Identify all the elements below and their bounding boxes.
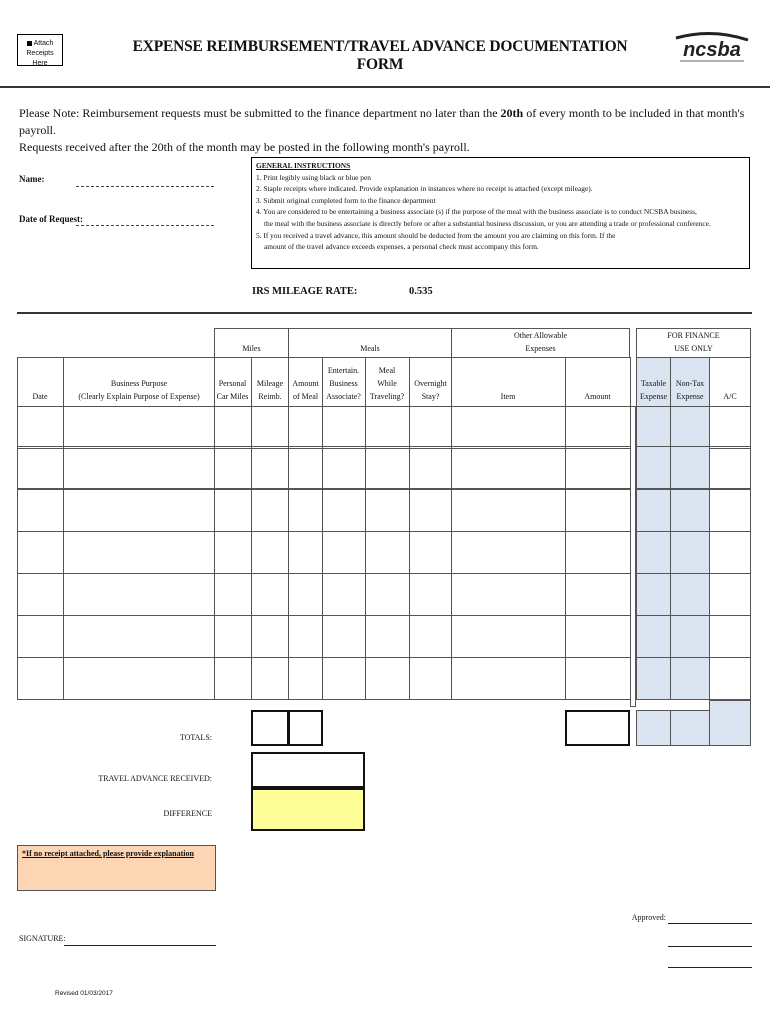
- group-other-label-2: Expenses: [525, 344, 556, 353]
- submission-note: [19, 105, 759, 156]
- col-taxable-header-1: Taxable: [640, 379, 667, 388]
- expense-row-cell[interactable]: [670, 489, 710, 532]
- total-meal-box[interactable]: [288, 710, 323, 746]
- travel-advance-label: TRAVEL ADVANCE RECEIVED:: [98, 774, 212, 783]
- instructions-heading: GENERAL INSTRUCTIONS: [256, 161, 351, 170]
- form-title: EXPENSE REIMBURSEMENT/TRAVEL ADVANCE DOCUMENTATION FORM: [132, 38, 628, 73]
- note-line1-post: of every month to be included in that month's payroll.: [19, 106, 745, 137]
- expense-row-cell[interactable]: [17, 446, 64, 489]
- expense-row-cell[interactable]: [636, 615, 671, 658]
- approved-line-1[interactable]: [668, 923, 752, 924]
- note-line1-pre: Please Note: Reimbursement requests must be submitted to the finance department no later than the: [19, 106, 501, 120]
- expense-row-cell[interactable]: [451, 573, 566, 616]
- expense-row-cell[interactable]: [365, 446, 410, 489]
- column-gap: [630, 406, 636, 707]
- logo-text: ncsba: [683, 39, 741, 61]
- expense-row-cell[interactable]: [288, 615, 323, 658]
- expense-row-cell[interactable]: [288, 489, 323, 532]
- total-ac-box[interactable]: [709, 700, 751, 746]
- expense-row-cell[interactable]: [63, 446, 215, 489]
- expense-row-cell[interactable]: [288, 531, 323, 574]
- signature-line[interactable]: [64, 945, 216, 946]
- expense-row-cell[interactable]: [409, 446, 452, 489]
- col-purpose-header-1: Business Purpose: [110, 379, 168, 388]
- total-taxable-box[interactable]: [636, 710, 671, 746]
- receipt-explanation-label: *If no receipt attached, please provide explanation: [22, 849, 194, 858]
- expense-row-cell[interactable]: [251, 446, 289, 489]
- expense-row-cell[interactable]: [251, 573, 289, 616]
- expense-row-cell[interactable]: [214, 489, 252, 532]
- expense-row-cell[interactable]: [451, 489, 566, 532]
- expense-row-cell[interactable]: [670, 657, 710, 700]
- expense-row-cell[interactable]: [709, 573, 751, 616]
- instruction-item: 4. You are considered to be entertaining a business associate (s) if the purpose of the meal with the business associate is to conduct NCSBA business,: [256, 207, 697, 217]
- col-entertain-header-3: Associate?: [326, 392, 361, 401]
- col-entertain-header-1: Entertain.: [327, 366, 360, 375]
- expense-row-cell[interactable]: [322, 406, 366, 449]
- expense-row-cell[interactable]: [636, 573, 671, 616]
- expense-row-cell[interactable]: [709, 406, 751, 449]
- revised-date: Revised 01/03/2017: [55, 990, 113, 997]
- col-date-header: Date: [32, 392, 48, 401]
- col-overnight-header-1: Overnight: [414, 379, 447, 388]
- expense-row-cell[interactable]: [251, 657, 289, 700]
- col-mealwhile-header-1: Meal: [378, 366, 396, 375]
- expense-row-cell[interactable]: [251, 615, 289, 658]
- general-instructions: [251, 157, 750, 269]
- irs-mileage-rate-label: IRS MILEAGE RATE:: [252, 286, 358, 297]
- expense-row-cell[interactable]: [365, 615, 410, 658]
- col-personal-header-2: Car Miles: [216, 392, 249, 401]
- signature-label: SIGNATURE:: [19, 934, 66, 943]
- expense-row-cell[interactable]: [565, 615, 631, 658]
- group-finance-label-2: USE ONLY: [674, 344, 713, 353]
- expense-row-cell[interactable]: [214, 657, 252, 700]
- expense-row-cell[interactable]: [214, 446, 252, 489]
- section-divider: [17, 312, 752, 314]
- expense-row-cell[interactable]: [288, 573, 323, 616]
- expense-row-cell[interactable]: [409, 531, 452, 574]
- receipts-here-label: Receipts Here: [26, 50, 54, 67]
- expense-row-cell[interactable]: [214, 406, 252, 449]
- ncsba-logo: [672, 30, 752, 66]
- expense-row-cell[interactable]: [17, 406, 64, 449]
- expense-row-cell[interactable]: [636, 446, 671, 489]
- expense-row-cell[interactable]: [670, 446, 710, 489]
- expense-row-cell[interactable]: [365, 657, 410, 700]
- attach-label: Attach: [33, 40, 54, 47]
- col-mealwhile-header-2: While: [377, 379, 397, 388]
- expense-row-cell[interactable]: [451, 615, 566, 658]
- expense-row-cell[interactable]: [63, 489, 215, 532]
- totals-label: TOTALS:: [179, 733, 212, 742]
- total-mileage-box[interactable]: [251, 710, 289, 746]
- expense-row-cell[interactable]: [251, 489, 289, 532]
- expense-row-cell[interactable]: [17, 531, 64, 574]
- expense-row-cell[interactable]: [565, 489, 631, 532]
- expense-row-cell[interactable]: [451, 406, 566, 449]
- group-meals-label: Meals: [360, 344, 380, 353]
- expense-row-cell[interactable]: [17, 615, 64, 658]
- expense-row-cell[interactable]: [451, 657, 566, 700]
- date-of-request-field[interactable]: [76, 225, 214, 226]
- expense-row-cell[interactable]: [709, 446, 751, 489]
- total-nontax-box[interactable]: [670, 710, 710, 746]
- expense-row-cell[interactable]: [322, 489, 366, 532]
- expense-row-cell[interactable]: [214, 573, 252, 616]
- expense-row-cell[interactable]: [63, 573, 215, 616]
- expense-row-cell[interactable]: [63, 531, 215, 574]
- expense-row-cell[interactable]: [365, 489, 410, 532]
- header-divider: [0, 86, 770, 88]
- name-field[interactable]: [76, 186, 214, 187]
- expense-row-cell[interactable]: [17, 489, 64, 532]
- note-deadline: 20th: [500, 106, 524, 120]
- group-miles-label: Miles: [242, 344, 261, 353]
- attach-receipts-box: [17, 34, 63, 66]
- expense-row-cell[interactable]: [670, 531, 710, 574]
- note-line2: Requests received after the 20th of the month may be posted in the following month's payroll.: [19, 140, 470, 154]
- expense-row-cell[interactable]: [670, 615, 710, 658]
- expense-row-cell[interactable]: [451, 531, 566, 574]
- expense-row-cell[interactable]: [409, 489, 452, 532]
- expense-row-cell[interactable]: [63, 406, 215, 449]
- instruction-item: 3. Submit original completed form to the finance department: [256, 195, 436, 205]
- expense-row-cell[interactable]: [451, 446, 566, 489]
- col-item-header: Item: [500, 392, 516, 401]
- square-bullet-icon: [27, 41, 32, 46]
- col-amount-meal-header-2: of Meal: [292, 392, 319, 401]
- col-overnight-header-2: Stay?: [421, 392, 440, 401]
- expense-row-cell[interactable]: [251, 406, 289, 449]
- instruction-item: amount of the travel advance exceeds expenses, a personal check must accompany this form.: [264, 242, 539, 252]
- date-of-request-label: Date of Request:: [19, 214, 83, 224]
- expense-row-cell[interactable]: [709, 489, 751, 532]
- expense-row-cell[interactable]: [409, 615, 452, 658]
- expense-row-cell[interactable]: [565, 406, 631, 449]
- col-mealwhile-header-3: Traveling?: [369, 392, 405, 401]
- group-other-label-1: Other Allowable: [513, 331, 568, 340]
- expense-row-cell[interactable]: [365, 573, 410, 616]
- difference-box[interactable]: [251, 788, 365, 831]
- approved-line-3[interactable]: [668, 967, 752, 968]
- col-ac-header: A/C: [723, 392, 737, 401]
- expense-row-cell[interactable]: [63, 615, 215, 658]
- expense-row-cell[interactable]: [365, 406, 410, 449]
- expense-row-cell[interactable]: [565, 573, 631, 616]
- expense-row-cell[interactable]: [636, 657, 671, 700]
- expense-row-cell[interactable]: [709, 531, 751, 574]
- col-mileage-header-1: Mileage: [256, 379, 284, 388]
- difference-label: DIFFERENCE: [163, 809, 212, 818]
- expense-row-cell[interactable]: [322, 573, 366, 616]
- expense-row-cell[interactable]: [709, 657, 751, 700]
- expense-row-cell[interactable]: [214, 531, 252, 574]
- name-label: Name:: [19, 174, 45, 184]
- col-purpose-header-2: (Clearly Explain Purpose of Expense): [78, 392, 200, 401]
- expense-row-cell[interactable]: [409, 657, 452, 700]
- instruction-item: the meal with the business associate is directly before or after a substantial business discussion, or you are attending a trade or professional conference.: [264, 218, 711, 228]
- expense-row-cell[interactable]: [214, 615, 252, 658]
- expense-row-cell[interactable]: [63, 657, 215, 700]
- expense-row-cell[interactable]: [670, 573, 710, 616]
- approved-line-2[interactable]: [668, 946, 752, 947]
- expense-row-cell[interactable]: [17, 657, 64, 700]
- expense-row-cell[interactable]: [409, 573, 452, 616]
- total-other-amount-box[interactable]: [565, 710, 630, 746]
- expense-row-cell[interactable]: [565, 446, 631, 489]
- col-taxable-header-2: Expense: [639, 392, 668, 401]
- col-nontax-header-2: Expense: [676, 392, 704, 401]
- expense-row-cell[interactable]: [565, 657, 631, 700]
- expense-row-cell[interactable]: [409, 406, 452, 449]
- col-other-amount-header: Amount: [584, 392, 611, 401]
- col-mileage-header-2: Reimb.: [258, 392, 282, 401]
- expense-row-cell[interactable]: [322, 446, 366, 489]
- instruction-item: 5. If you received a travel advance, this amount should be deducted from the amount you are claiming on this form. If the: [256, 230, 616, 240]
- col-nontax-header-1: Non-Tax: [675, 379, 705, 388]
- expense-row-cell[interactable]: [322, 615, 366, 658]
- expense-row-cell[interactable]: [365, 531, 410, 574]
- receipt-explanation-box[interactable]: [17, 845, 216, 891]
- expense-row-cell[interactable]: [636, 489, 671, 532]
- col-entertain-header-2: Business: [329, 379, 358, 388]
- expense-row-cell[interactable]: [709, 615, 751, 658]
- instruction-item: 2. Staple receipts where indicated. Provide explanation in instances where no receipt is attached (except mileage).: [256, 184, 593, 194]
- expense-row-cell[interactable]: [636, 406, 671, 449]
- col-personal-header-1: Personal: [218, 379, 247, 388]
- expense-row-cell[interactable]: [288, 406, 323, 449]
- irs-mileage-rate-value: 0.535: [409, 286, 433, 297]
- group-finance-label-1: FOR FINANCE: [667, 331, 720, 340]
- instruction-item: 1. Print legibly using black or blue pen: [256, 172, 371, 182]
- col-amount-meal-header-1: Amount: [292, 379, 319, 388]
- expense-row-cell[interactable]: [17, 573, 64, 616]
- expense-row-cell[interactable]: [251, 531, 289, 574]
- travel-advance-box[interactable]: [251, 752, 365, 788]
- expense-row-cell[interactable]: [322, 657, 366, 700]
- expense-row-cell[interactable]: [670, 406, 710, 449]
- expense-row-cell[interactable]: [288, 446, 323, 489]
- expense-row-cell[interactable]: [322, 531, 366, 574]
- approved-label: Approved:: [631, 913, 666, 922]
- expense-row-cell[interactable]: [636, 531, 671, 574]
- expense-row-cell[interactable]: [288, 657, 323, 700]
- expense-row-cell[interactable]: [565, 531, 631, 574]
